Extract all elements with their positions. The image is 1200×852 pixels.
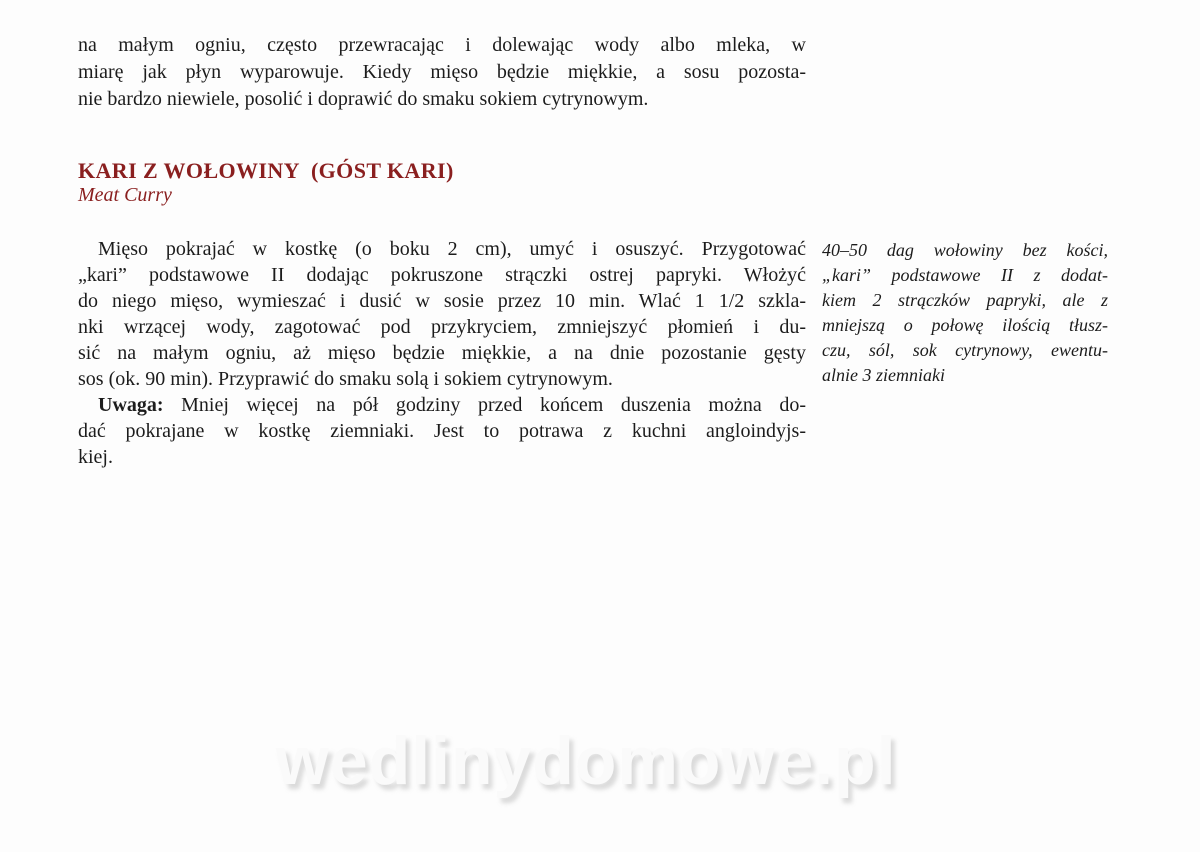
text-line: kiej. — [78, 446, 113, 468]
recipe-title: KARI Z WOŁOWINY (GÓST KARI) — [78, 158, 454, 183]
text-line: czu, sól, sok cytrynowy, ewentu- — [822, 340, 1108, 360]
text-line: kiem 2 strączków papryki, ale z — [822, 290, 1108, 310]
text-line: do niego mięso, wymieszać i dusić w sosie przez 10 min. Wlać 1 1/2 szkla- — [78, 290, 806, 312]
text-line: nie bardzo niewiele, posolić i doprawić do smaku sokiem cytrynowym. — [78, 88, 649, 110]
text-line: na małym ogniu, często przewracając i dolewając wody albo mleka, w — [78, 34, 806, 56]
note-text: Mniej więcej na pół godziny przed końcem duszenia można do- — [163, 394, 806, 416]
recipe-subtitle: Meat Curry — [78, 184, 172, 206]
text-line: „kari” podstawowe II dodając pokruszone strączki ostrej papryki. Włożyć — [78, 264, 806, 286]
text-line: nki wrzącej wody, zagotować pod przykryciem, zmniejszyć płomień i du- — [78, 316, 806, 338]
text-line: sos (ok. 90 min). Przyprawić do smaku solą i sokiem cytrynowym. — [78, 368, 613, 390]
text-line: 40–50 dag wołowiny bez kości, — [822, 240, 1108, 260]
note-paragraph-first-line — [78, 392, 806, 418]
text-line: Mięso pokrajać w kostkę (o boku 2 cm), umyć i osuszyć. Przygotować — [98, 238, 806, 260]
text-line: mniejszą o połowę ilością tłusz- — [822, 315, 1108, 335]
ingredients-margin-note — [822, 238, 1108, 388]
text-line: miarę jak płyn wyparowuje. Kiedy mięso będzie miękkie, a sosu pozosta- — [78, 61, 806, 83]
text-line: sić na małym ogniu, aż mięso będzie miękkie, a na dnie pozostanie gęsty — [78, 342, 806, 364]
text-line: „kari” podstawowe II z dodat- — [822, 265, 1108, 285]
note-label: Uwaga: — [98, 394, 164, 416]
recipe-body — [78, 236, 806, 470]
watermark: wedlinydomowe.pl — [276, 723, 897, 799]
text-line: alnie 3 ziemniaki — [822, 365, 945, 385]
intro-paragraph — [78, 32, 806, 113]
text-line: dać pokrajane w kostkę ziemniaki. Jest to potrawa z kuchni angloindyjs- — [78, 420, 806, 442]
